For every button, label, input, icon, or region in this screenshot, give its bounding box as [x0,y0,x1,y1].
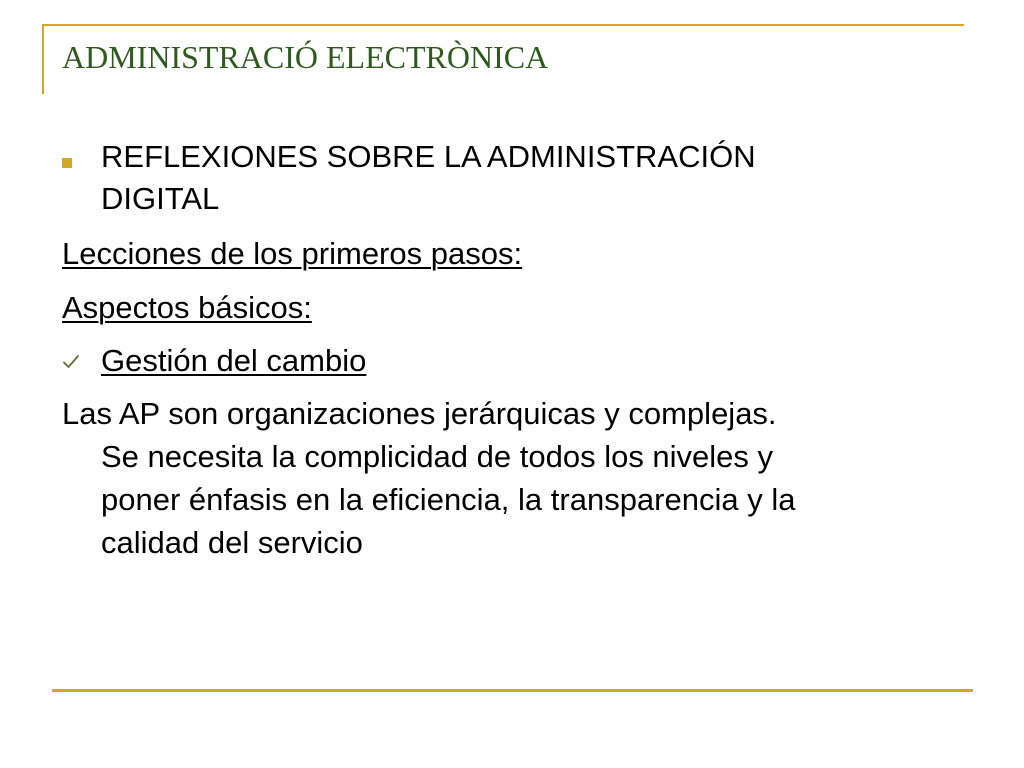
aspects-heading [62,287,962,328]
bullet-heading-line-1: REFLEXIONES SOBRE LA ADMINISTRACIÓN [101,139,756,174]
paragraph-line-4: calidad del servicio [101,525,363,560]
lessons-label: Lecciones de los primeros pasos: [62,236,523,271]
check-item [101,340,1001,381]
paragraph-line-1: Las AP son organizaciones jerárquicas y complejas. [62,396,777,431]
bottom-rule [52,689,973,692]
square-bullet-icon [62,158,72,168]
paragraph-line-3: poner énfasis en la eficiencia, la transparencia y la [101,482,796,517]
title-rule-top [42,24,964,26]
paragraph-line-2: Se necesita la complicidad de todos los niveles y [101,439,774,474]
bullet-heading-line-2: DIGITAL [101,181,220,216]
slide-title: ADMINISTRACIÓ ELECTRÒNICA [62,39,549,75]
title-rule-left [42,24,44,94]
lessons-heading [62,233,962,274]
check-item-label: Gestión del cambio [101,343,367,378]
checkmark-icon [62,353,80,371]
aspects-label: Aspectos básicos: [62,290,312,325]
